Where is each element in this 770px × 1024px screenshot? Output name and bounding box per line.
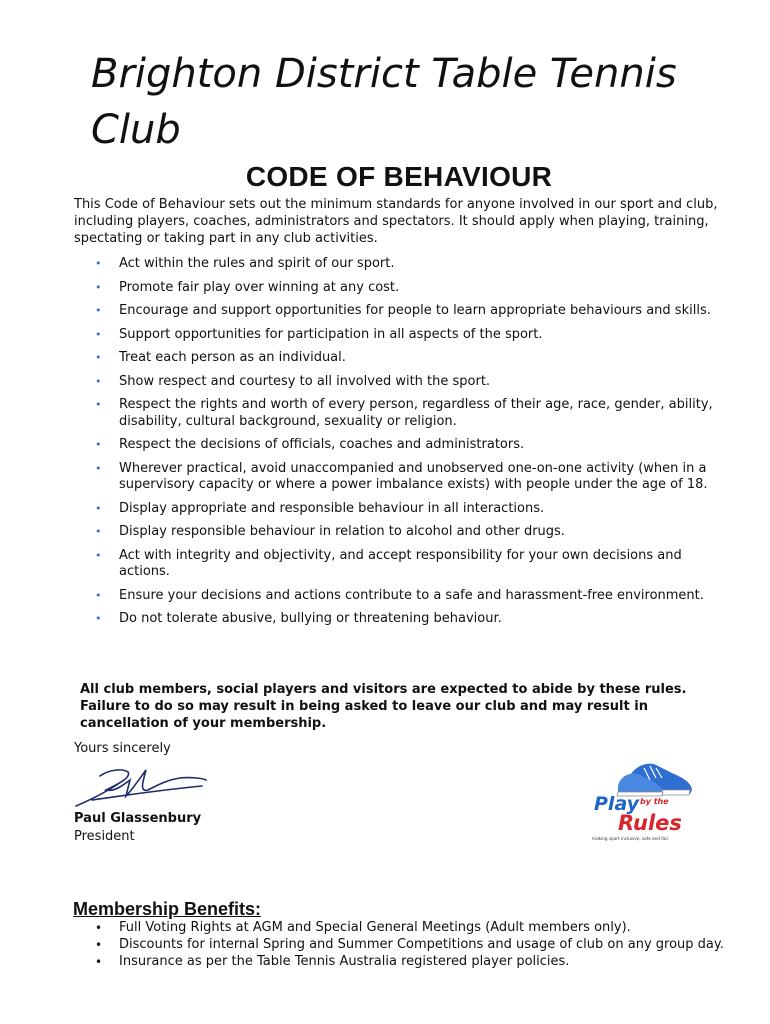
rule-item xyxy=(74,350,734,367)
bullet-icon: • xyxy=(95,461,102,475)
rules-list xyxy=(74,256,734,635)
bullet-icon: • xyxy=(95,304,102,317)
bullet-icon: • xyxy=(95,921,103,935)
closing-text: Yours sincerely xyxy=(74,741,171,756)
rule-item xyxy=(74,374,734,391)
rule-text: Display appropriate and responsible behaviour in all interactions. xyxy=(119,500,545,516)
bullet-icon: • xyxy=(95,588,102,602)
rule-item xyxy=(74,303,734,320)
bullet-icon: • xyxy=(95,438,102,451)
rule-text: Show respect and courtesy to all involved with the sport. xyxy=(119,373,491,389)
rule-text: Act within the rules and spirit of our sport. xyxy=(119,256,395,271)
rule-item xyxy=(74,524,734,541)
logo-by-the-text: by the xyxy=(640,797,669,806)
rule-text: Respect the decisions of officials, coaches and administrators. xyxy=(119,437,525,452)
bullet-icon: • xyxy=(95,257,102,270)
bullet-icon: • xyxy=(95,398,102,411)
benefit-text: Full Voting Rights at AGM and Special General Meetings (Adult members only). xyxy=(119,920,631,935)
benefit-text: Insurance as per the Table Tennis Australia registered player policies. xyxy=(119,954,570,969)
rule-text: Respect the rights and worth of every person, regardless of their age, race, gender, ability, disability, cultural background, sexuality or religion. xyxy=(119,397,713,429)
signature-image xyxy=(70,756,210,816)
bullet-icon: • xyxy=(95,351,102,364)
rule-item xyxy=(74,501,734,518)
rule-text: Act with integrity and objectivity, and accept responsibility for your own decisions and actions. xyxy=(119,547,682,579)
rule-item xyxy=(74,588,734,605)
rule-item xyxy=(74,280,734,297)
sneakers-icon xyxy=(617,764,692,796)
benefit-item xyxy=(74,937,724,954)
bullet-icon: • xyxy=(95,525,102,538)
rule-item xyxy=(74,256,734,273)
bullet-icon: • xyxy=(95,548,102,562)
bullet-icon: • xyxy=(95,938,103,952)
logo-play-text: Play xyxy=(594,793,640,815)
rule-text: Do not tolerate abusive, bullying or threatening behaviour. xyxy=(119,611,502,626)
rule-item xyxy=(74,461,734,494)
signer-name: Paul Glassenbury xyxy=(74,811,202,826)
rule-item xyxy=(74,437,734,454)
bullet-icon: • xyxy=(95,374,102,388)
rule-text: Treat each person as an individual. xyxy=(119,350,346,365)
benefit-item xyxy=(74,954,724,971)
rule-item xyxy=(74,548,734,581)
rule-text: Promote fair play over winning at any cost. xyxy=(119,279,400,295)
benefit-item xyxy=(74,920,724,937)
bullet-icon: • xyxy=(95,955,103,969)
bullet-icon: • xyxy=(95,327,102,341)
document-title: CODE OF BEHAVIOUR xyxy=(245,161,553,192)
bullet-icon: • xyxy=(95,612,102,625)
signer-title: President xyxy=(74,829,135,844)
logo-tagline: making sport inclusive, safe and fair. xyxy=(592,836,670,841)
rule-item xyxy=(74,397,734,430)
rule-text: Wherever practical, avoid unaccompanied and unobserved one-on-one activity (when in a supervisory capacity or where a power imbalance exists) with people under the age of 18. xyxy=(119,460,708,492)
benefits-heading: Membership Benefits: xyxy=(73,899,262,919)
rule-text: Display responsible behaviour in relation to alcohol and other drugs. xyxy=(119,524,565,539)
benefit-text: Discounts for internal Spring and Summer Competitions and usage of club on any group day. xyxy=(119,937,724,952)
rule-text: Support opportunities for participation in all aspects of the sport. xyxy=(119,326,543,342)
rule-item xyxy=(74,327,734,344)
play-by-the-rules-logo xyxy=(588,758,696,844)
intro-paragraph: This Code of Behaviour sets out the minimum standards for anyone involved in our sport and club, including players, coaches, administrators and spectators. It should apply when playing, training, spectating or taking part in any club activities. xyxy=(74,197,718,246)
logo-rules-text: Rules xyxy=(618,811,682,835)
club-title: Brighton District Table Tennis Club xyxy=(91,51,677,153)
rule-text: Encourage and support opportunities for people to learn appropriate behaviours and skills. xyxy=(119,303,711,318)
rule-text: Ensure your decisions and actions contribute to a safe and harassment-free environment. xyxy=(119,587,704,603)
notice-paragraph: All club members, social players and visitors are expected to abide by these rules. Failure to do so may result in being asked to leave our club and may result in cancellation of your membership. xyxy=(80,682,687,731)
bullet-icon: • xyxy=(95,280,102,294)
benefits-list xyxy=(74,920,724,971)
rule-item xyxy=(74,611,734,628)
bullet-icon: • xyxy=(95,501,102,515)
